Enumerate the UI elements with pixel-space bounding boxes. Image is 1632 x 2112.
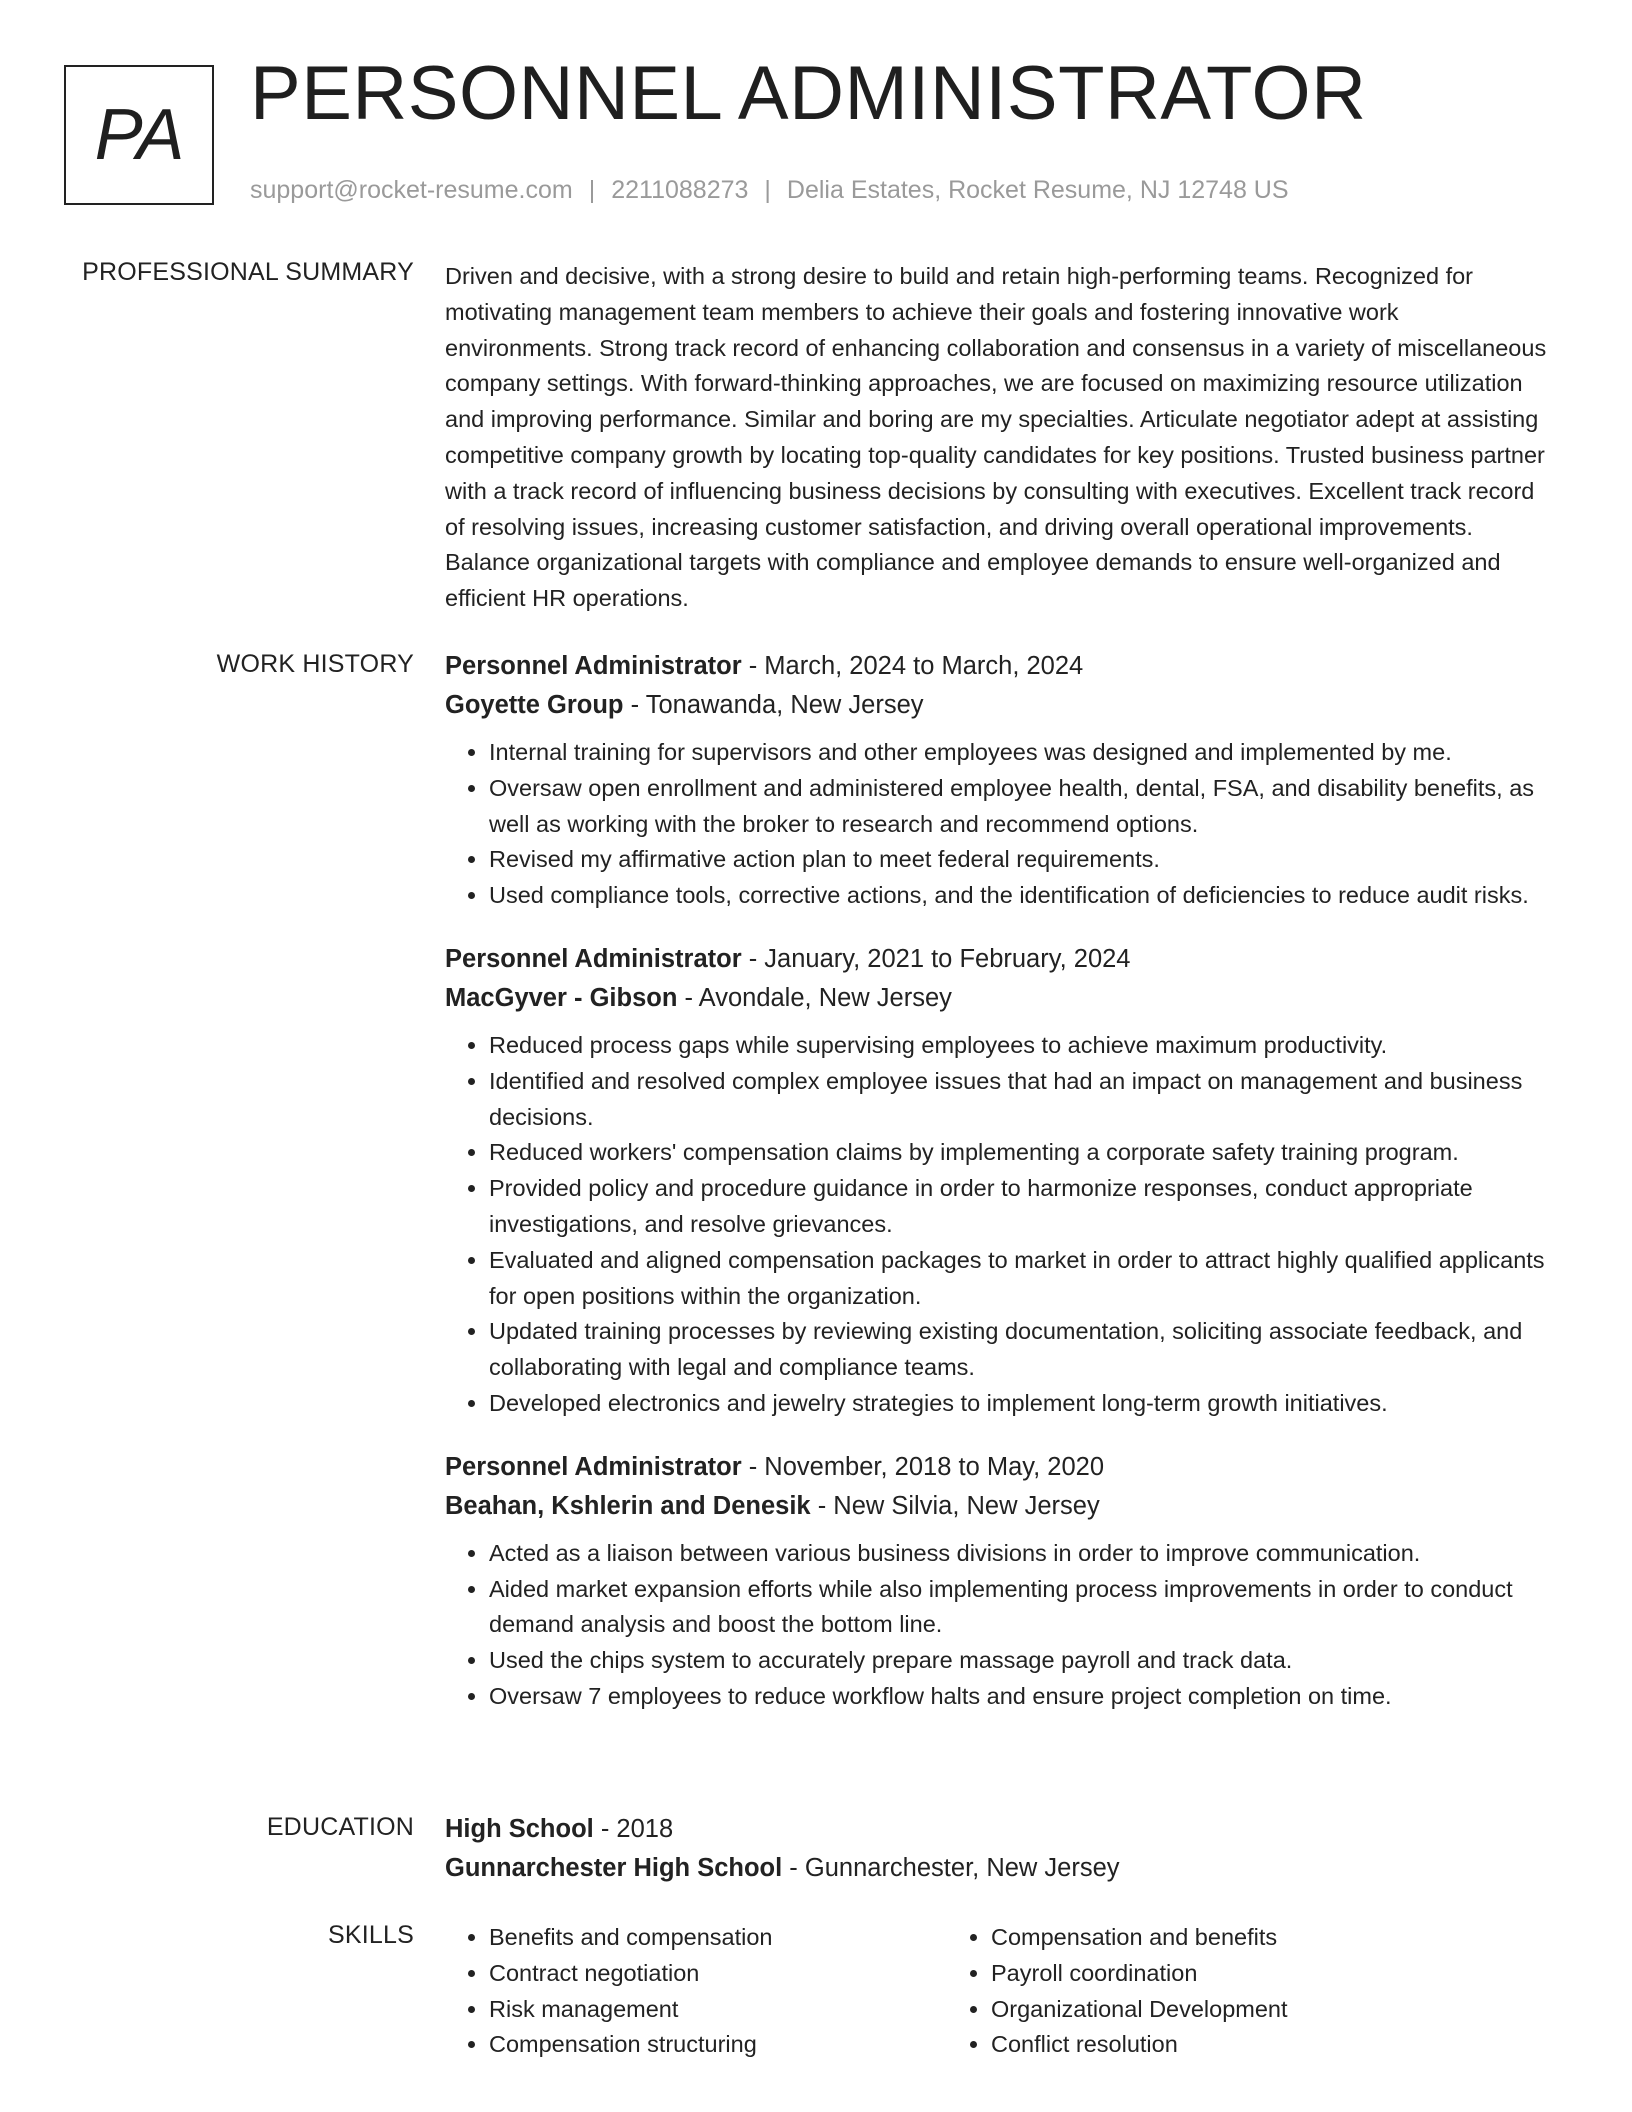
job-bullet: • Developed electronics and jewelry strategies to implement long-term growth initiatives.: [489, 1386, 1550, 1422]
job-company-line: [445, 979, 1550, 1018]
job-bullet: • Reduced workers' compensation claims by implementing a corporate safety training program.: [489, 1135, 1550, 1171]
skill-item: • Organizational Development: [991, 1992, 1449, 2028]
job-bullet: • Acted as a liaison between various business divisions in order to improve communication.: [489, 1536, 1550, 1572]
monogram-badge: [64, 65, 214, 205]
work-history-body: [445, 647, 1550, 1741]
skill-item: • Conflict resolution: [991, 2027, 1449, 2063]
job-bullet: • Oversaw open enrollment and administered employee health, dental, FSA, and disability benefits, as well as working with the broker to research and recommend options.: [489, 771, 1550, 843]
skills-columns: [445, 1920, 1550, 2063]
summary-body: [445, 259, 1550, 617]
job-entry: [445, 647, 1550, 914]
skill-item: • Risk management: [489, 1992, 947, 2028]
skill-item: • Compensation and benefits: [991, 1920, 1449, 1956]
monogram-initials: PA: [94, 95, 184, 175]
job-bullet: • Provided policy and procedure guidance in order to harmonize responses, conduct appropriate investigations, and resolve grievances.: [489, 1171, 1550, 1243]
education-degree: High School: [445, 1815, 594, 1843]
education-body: [445, 1810, 1550, 1888]
contact-email[interactable]: support@rocket-resume.com: [250, 176, 573, 204]
contact-separator: |: [764, 176, 771, 204]
job-company: MacGyver - Gibson: [445, 983, 678, 1012]
skill-item: • Payroll coordination: [991, 1956, 1449, 1992]
work-history-heading: WORK HISTORY: [216, 650, 414, 678]
job-bullet: • Identified and resolved complex employee issues that had an impact on management and business decisions.: [489, 1064, 1550, 1136]
education-heading: EDUCATION: [266, 1813, 414, 1841]
job-entry: [445, 1448, 1550, 1715]
job-title-line: [445, 1448, 1550, 1487]
job-company-line: [445, 1487, 1550, 1526]
skills-list-left: [445, 1920, 947, 2063]
summary-heading: PROFESSIONAL SUMMARY: [82, 258, 414, 286]
job-title: Personnel Administrator: [445, 652, 742, 680]
job-title: Personnel Administrator: [445, 944, 742, 973]
job-bullet: • Used the chips system to accurately prepare massage payroll and track data.: [489, 1643, 1550, 1679]
job-dates: - January, 2021 to February, 2024: [741, 944, 1131, 973]
education-degree-line: [445, 1810, 1550, 1849]
job-location: - Tonawanda, New Jersey: [623, 691, 924, 719]
job-company-line: [445, 686, 1550, 725]
job-bullet-list: [445, 735, 1550, 914]
resume-name-title: PERSONNEL ADMINISTRATOR: [250, 51, 1367, 136]
job-dates: - November, 2018 to May, 2020: [741, 1452, 1105, 1481]
education-location: - Gunnarchester, New Jersey: [782, 1854, 1120, 1882]
job-company: Beahan, Kshlerin and Denesik: [445, 1491, 811, 1520]
job-bullet-list: [445, 1536, 1550, 1715]
job-bullet: • Revised my affirmative action plan to meet federal requirements.: [489, 842, 1550, 878]
job-title-line: [445, 647, 1550, 686]
skill-item: • Contract negotiation: [489, 1956, 947, 1992]
contact-phone[interactable]: 2211088273: [611, 176, 749, 204]
job-bullet-list: [445, 1028, 1550, 1422]
skills-body: [445, 1920, 1550, 2063]
skill-item: • Benefits and compensation: [489, 1920, 947, 1956]
contact-address: Delia Estates, Rocket Resume, NJ 12748 US: [786, 176, 1289, 204]
contact-separator: |: [588, 176, 596, 204]
job-entry: [445, 940, 1550, 1422]
job-bullet: • Updated training processes by reviewing existing documentation, soliciting associate feedback, and collaborating with legal and compliance teams.: [489, 1314, 1550, 1386]
job-bullet: • Internal training for supervisors and other employees was designed and implemented by me.: [489, 735, 1550, 771]
job-bullet: • Reduced process gaps while supervising employees to achieve maximum productivity.: [489, 1028, 1550, 1064]
job-location: - Avondale, New Jersey: [677, 983, 952, 1012]
job-bullet: • Aided market expansion efforts while also implementing process improvements in order to conduct demand analysis and boost the bottom line.: [489, 1572, 1550, 1644]
skills-heading: SKILLS: [328, 1921, 414, 1949]
skill-item: • Compensation structuring: [489, 2027, 947, 2063]
contact-line: [250, 176, 1289, 205]
job-bullet: • Used compliance tools, corrective actions, and the identification of deficiencies to reduce audit risks.: [489, 878, 1550, 914]
job-dates: - March, 2024 to March, 2024: [741, 652, 1084, 680]
job-title: Personnel Administrator: [445, 1452, 742, 1481]
job-bullet: • Evaluated and aligned compensation packages to market in order to attract highly qualified applicants for open positions within the organization.: [489, 1243, 1550, 1315]
job-title-line: [445, 940, 1550, 979]
skills-list-right: [947, 1920, 1449, 2063]
job-bullet: • Oversaw 7 employees to reduce workflow halts and ensure project completion on time.: [489, 1679, 1550, 1715]
education-school: Gunnarchester High School: [445, 1854, 783, 1882]
education-school-line: [445, 1849, 1550, 1888]
summary-text: Driven and decisive, with a strong desire to build and retain high-performing teams. Recognized for motivating management team members to achieve their goals and fostering innovative work environments. Strong track record of enhancing collaboration and consensus in a variety of miscellaneous company settings. With forward-thinking approaches, we are focused on maximizing resource utilization and improving performance. Similar and boring are my specialties. Articulate negotiator adept at assisting competitive company growth by locating top-quality candidates for key positions. Trusted business partner with a track record of influencing business decisions by consulting with executives. Excellent track record of resolving issues, increasing customer satisfaction, and driving overall operational improvements. Balance organizational targets with compliance and employee demands to ensure well-organized and efficient HR operations.: [445, 263, 1547, 612]
education-year: - 2018: [593, 1815, 674, 1843]
job-company: Goyette Group: [445, 691, 624, 719]
job-location: - New Silvia, New Jersey: [810, 1491, 1100, 1520]
